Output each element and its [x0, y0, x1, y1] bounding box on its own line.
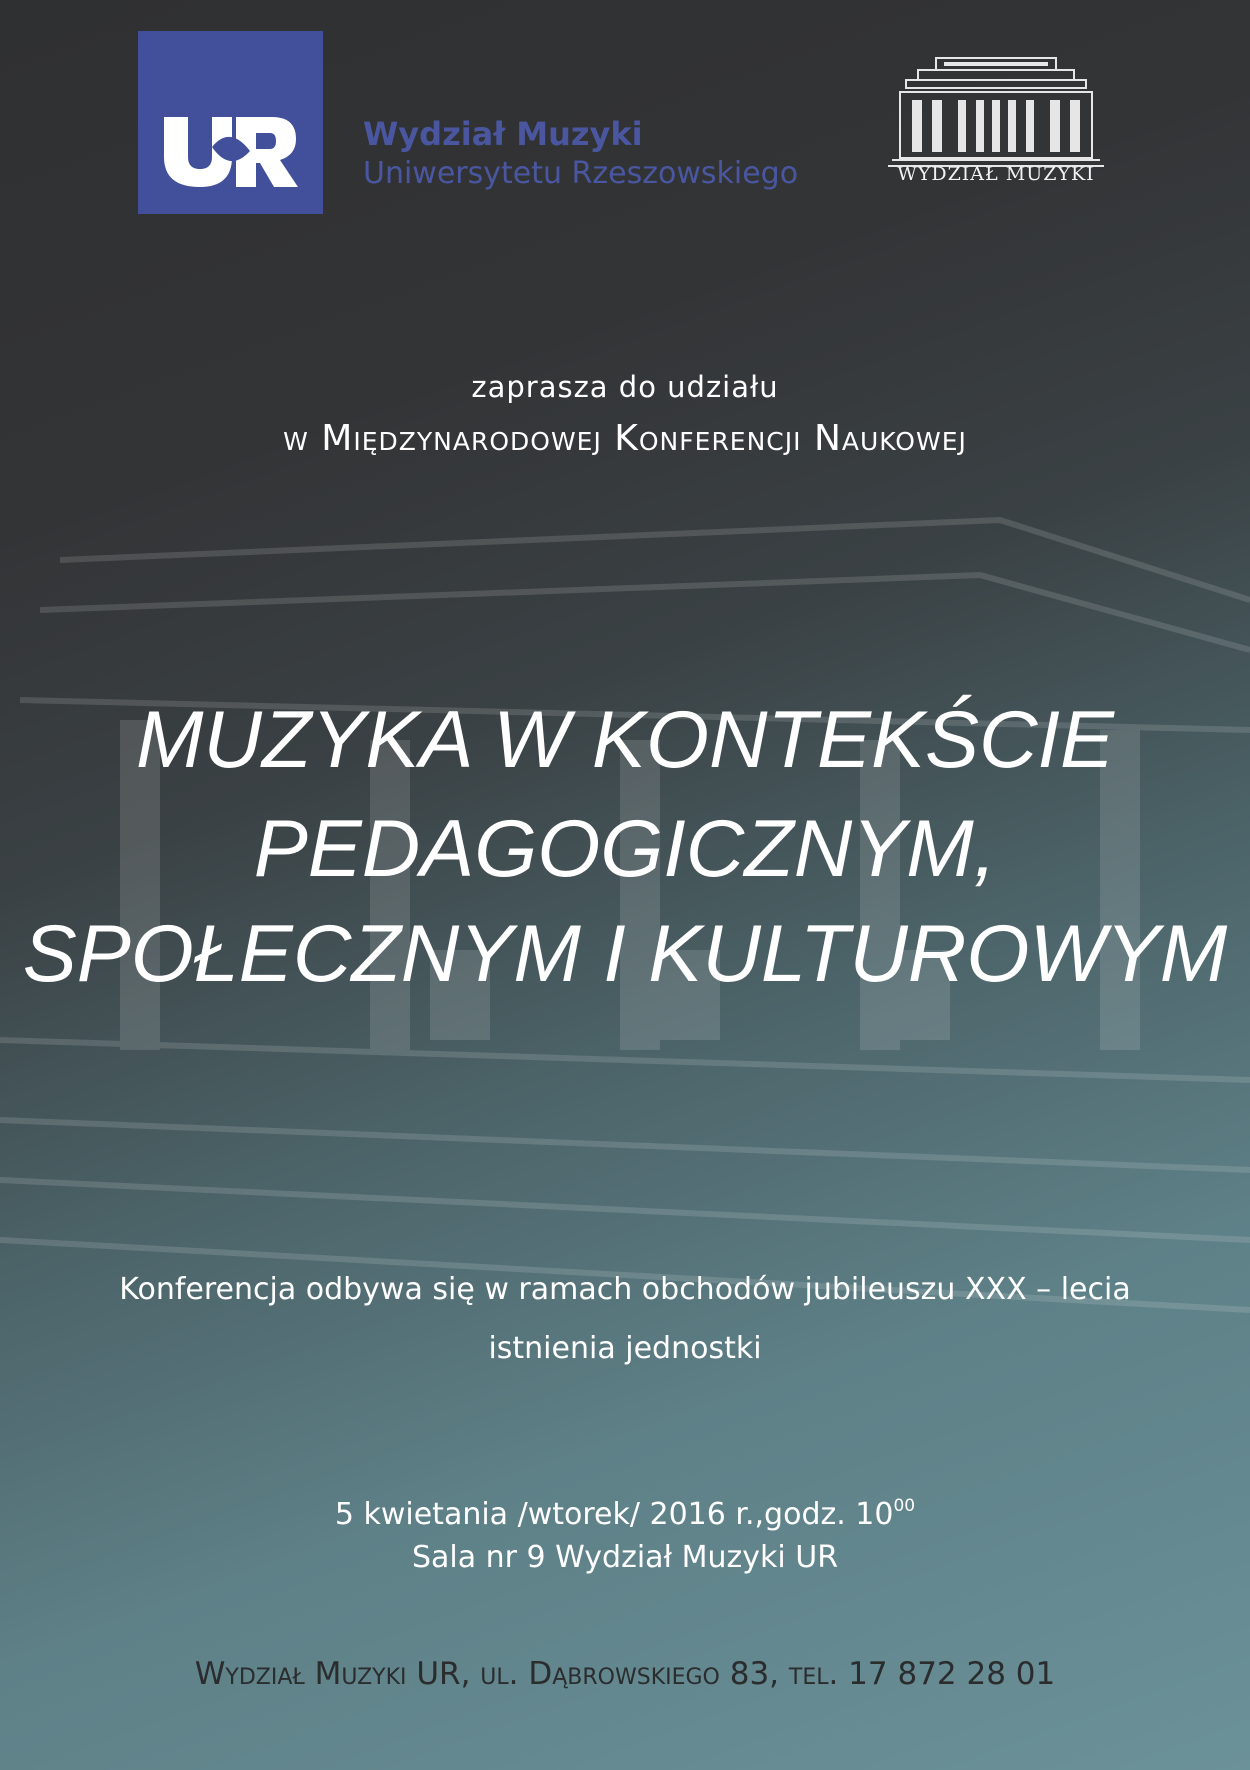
faculty-name-line1: Wydział Muzyki	[363, 115, 643, 153]
faculty-logo-caption: WYDZIAŁ MUZYKI	[897, 163, 1095, 185]
event-time-minutes: 00	[893, 1496, 916, 1516]
faculty-name	[363, 114, 798, 194]
invitation-line1: zaprasza do udziału	[471, 370, 779, 404]
event-date-text: 5 kwietania /wtorek/ 2016 r.,godz. 10	[334, 1497, 894, 1532]
ur-logo-mark	[160, 117, 300, 187]
event-venue: Sala nr 9 Wydział Muzyki UR	[411, 1540, 839, 1575]
faculty-name-line2: Uniwersytetu Rzeszowskiego	[363, 156, 799, 191]
jubilee-note-line2: istnienia jednostki	[488, 1331, 762, 1366]
university-logo	[138, 31, 323, 214]
jubilee-note-line1: Konferencja odbywa się w ramach obchodów jubileuszu XXX – lecia	[119, 1272, 1131, 1307]
conference-title-line1: MUZYKA W KONTEKŚCIE	[135, 695, 1115, 785]
event-date	[0, 1496, 1250, 1532]
conference-title-line3: SPOŁECZNYM I KULTUROWYM	[22, 909, 1228, 999]
footer-address: Wydział Muzyki UR, ul. Dąbrowskiego 83, tel. 17 872 28 01	[194, 1656, 1056, 1692]
invitation-line2: w Międzynarodowej Konferencji Naukowej	[283, 418, 967, 459]
conference-title-line2: PEDAGOGICZNYM,	[253, 804, 997, 894]
